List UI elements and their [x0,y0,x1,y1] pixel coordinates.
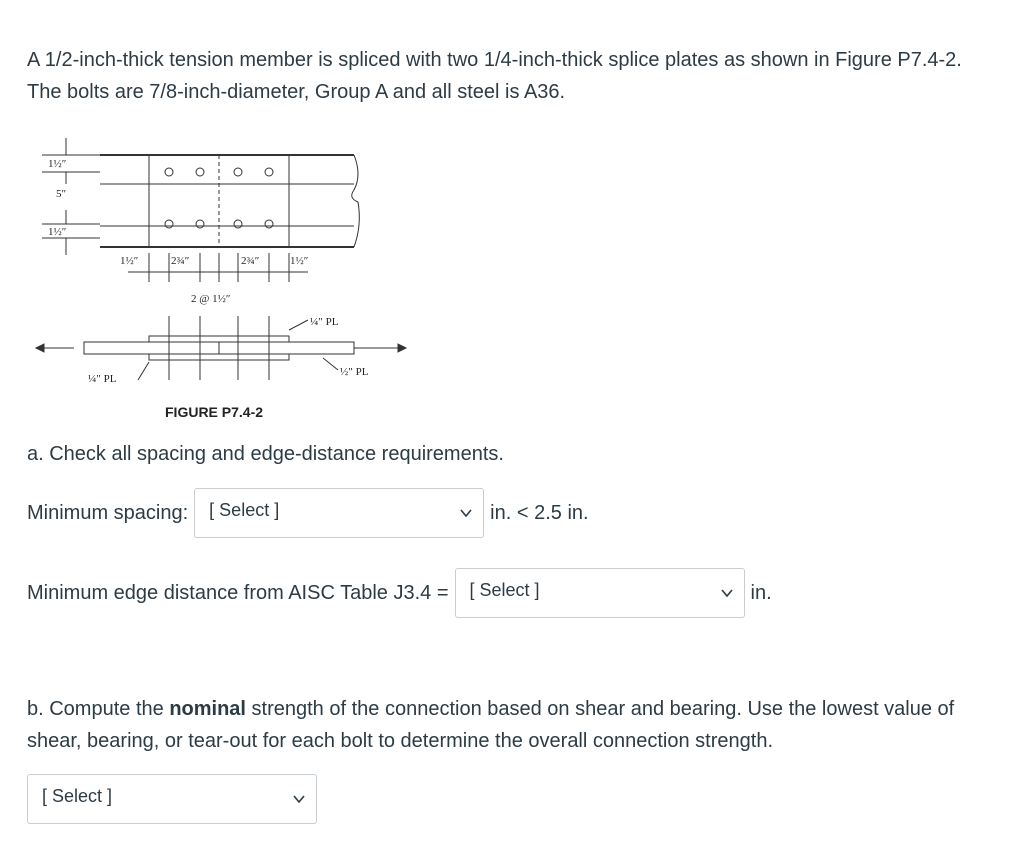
label-main-plate: ½″ PL [340,366,369,378]
dim-edge-top: 1½″ [48,158,67,170]
min-edge-select[interactable] [455,568,745,618]
dim-spacing: 2 @ 1½″ [191,293,231,305]
part-b-bold: nominal [169,698,246,720]
part-b-suffix: strength of the connection based on shear and bearing. Use the lowest value of shear, bearing, or tear-out for each bolt to determine the overall connection strength. [27,698,955,752]
part-b-text [27,693,1002,757]
part-a-text: a. Check all spacing and edge-distance requirements. [27,443,504,465]
dim-edge-right: 1½″ [290,255,309,267]
part-b-prefix: b. Compute the [27,698,170,720]
min-spacing-label: Minimum spacing: [27,501,189,524]
min-edge-label: Minimum edge distance from AISC Table J3.4 = [27,581,449,604]
nominal-strength-select-value: [ Select ] [42,786,113,806]
label-bottom-splice-plate: ¼″ PL [88,373,117,385]
dim-edge-left: 1½″ [120,255,139,267]
figure-caption: FIGURE P7.4-2 [165,404,264,420]
plan-view [42,138,359,282]
chevron-down-icon [720,586,734,600]
dim-gage: 5″ [56,188,67,200]
min-edge-select-value: [ Select ] [469,580,540,600]
min-edge-row [27,568,772,618]
min-spacing-select-value: [ Select ] [209,500,280,520]
chevron-down-icon [459,506,473,520]
dim-end-right: 2¾″ [241,255,260,267]
label-top-splice-plate: ¼″ PL [310,316,339,328]
min-spacing-select[interactable] [194,488,484,538]
min-edge-suffix: in. [750,581,772,604]
min-spacing-suffix: in. < 2.5 in. [490,501,589,524]
figure-p7-4-2 [28,130,408,430]
chevron-down-icon [292,792,306,806]
min-spacing-row [27,488,589,538]
part-b-row [27,774,323,824]
nominal-strength-select[interactable] [27,774,317,824]
question-intro: A 1/2-inch-thick tension member is spliced with two 1/4-inch-thick splice plates as shown in Figure P7.4-2. The bolts are 7/8-inch-diameter, Group A and all steel is A36. [27,49,962,103]
dim-end-left: 2¾″ [171,255,190,267]
dim-edge-bottom: 1½″ [48,226,67,238]
